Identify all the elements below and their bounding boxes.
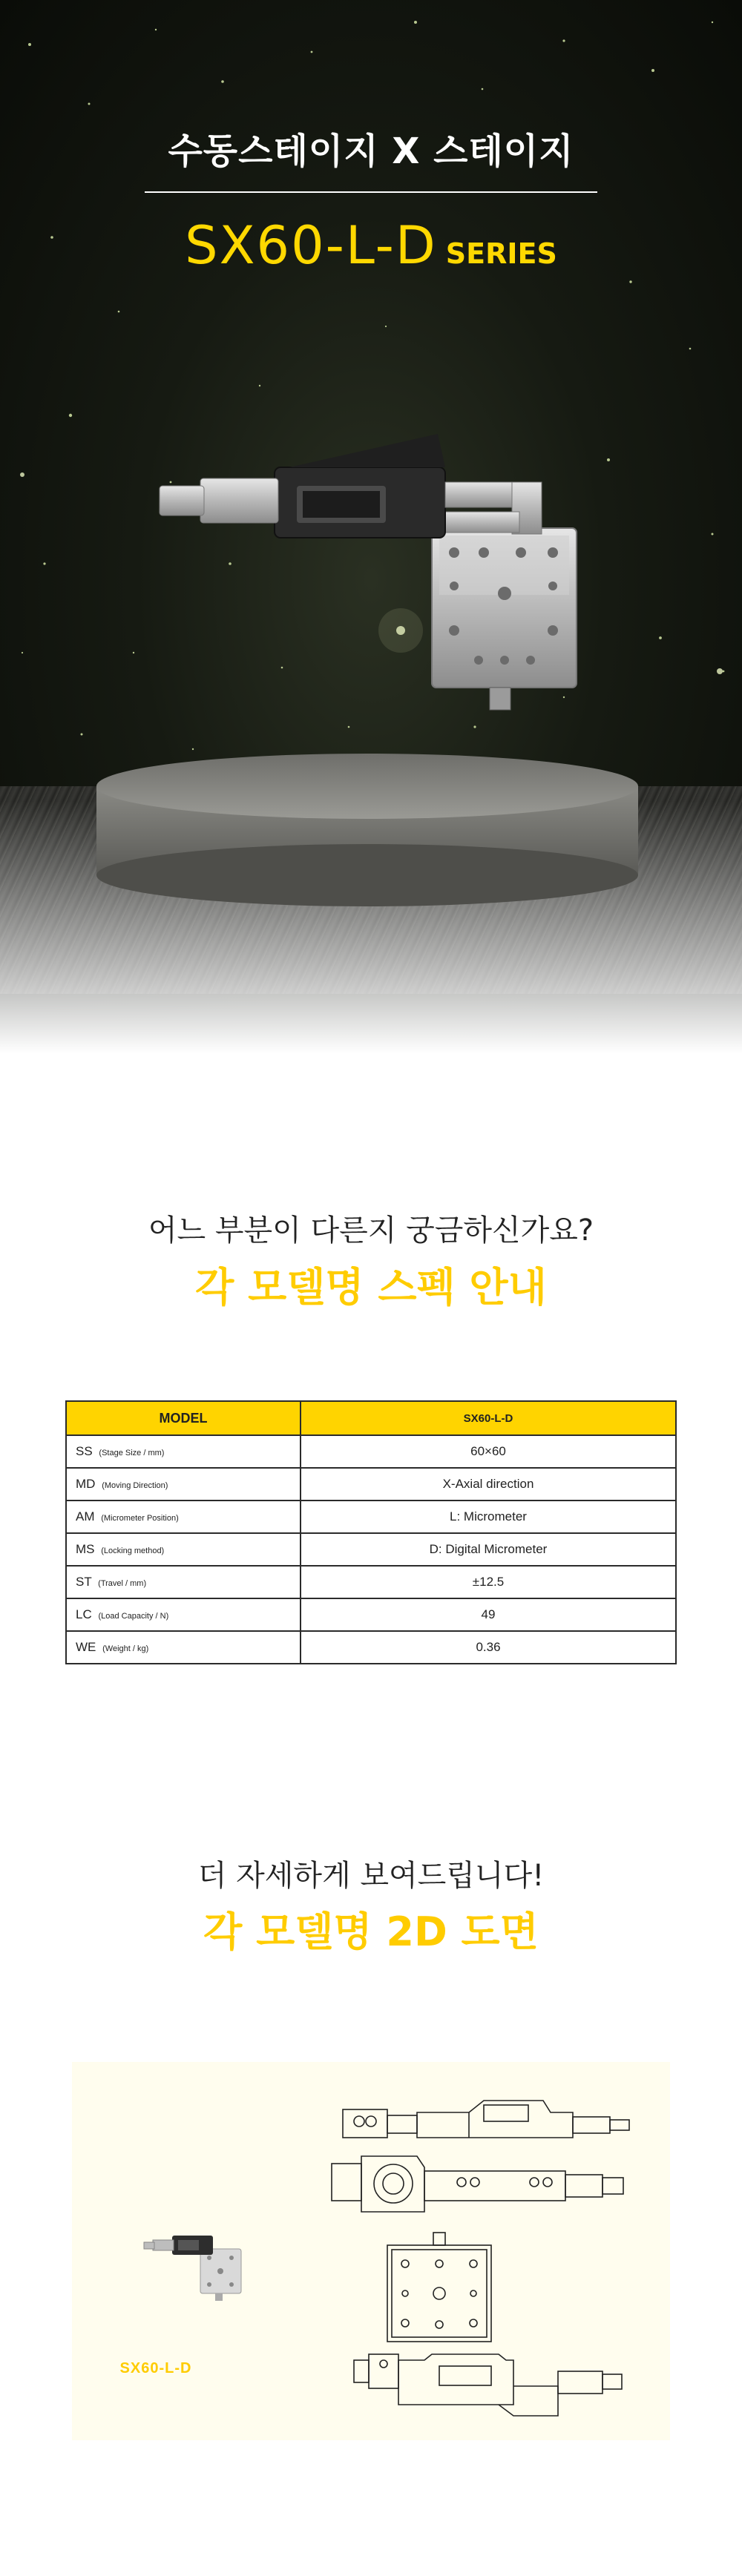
spec-key-cell xyxy=(66,1566,301,1598)
spec-table-header-row xyxy=(66,1401,676,1435)
table-row xyxy=(66,1468,676,1501)
product-thumbnail xyxy=(142,2227,254,2316)
table-row xyxy=(66,1598,676,1631)
spec-section-title: 각 모델명 스펙 안내 xyxy=(195,1264,547,1311)
spec-desc: (Weight / kg) xyxy=(102,1644,149,1653)
spec-desc: (Locking method) xyxy=(101,1546,165,1555)
hero-series-label: SERIES xyxy=(445,237,557,270)
spec-key-cell xyxy=(66,1435,301,1468)
spec-abbr: MD xyxy=(76,1477,96,1491)
drawing-section-subtitle: 더 자세하게 보여드립니다! xyxy=(197,1859,545,1893)
spec-key-cell xyxy=(66,1501,301,1533)
spec-desc: (Travel / mm) xyxy=(98,1579,147,1588)
spec-value: 60×60 xyxy=(301,1435,676,1468)
spec-value: 0.36 xyxy=(301,1631,676,1664)
spec-table-header-value: SX60-L-D xyxy=(301,1401,676,1435)
spec-value: D: Digital Micrometer xyxy=(301,1533,676,1566)
drawing-side-view xyxy=(332,2156,623,2212)
hero-title: 수동스테이지 X 스테이지 xyxy=(168,131,574,172)
spec-abbr: WE xyxy=(76,1640,96,1654)
table-row xyxy=(66,1435,676,1468)
spec-section-subtitle: 어느 부분이 다른지 궁금하신가요? xyxy=(148,1213,594,1248)
hero-divider xyxy=(145,191,597,193)
spec-value: ±12.5 xyxy=(301,1566,676,1598)
hero-model-heading xyxy=(0,215,742,276)
drawing-top-view xyxy=(343,2101,629,2138)
drawing-front-view xyxy=(387,2233,491,2342)
spec-abbr: LC xyxy=(76,1607,92,1621)
spec-value: 49 xyxy=(301,1598,676,1631)
hero-banner xyxy=(0,0,742,1053)
spec-abbr: MS xyxy=(76,1542,95,1556)
spec-desc: (Load Capacity / N) xyxy=(98,1612,169,1621)
spec-key-cell xyxy=(66,1598,301,1631)
drawing-section-title: 각 모델명 2D 도면 xyxy=(203,1908,539,1955)
spec-desc: (Micrometer Position) xyxy=(101,1514,179,1523)
table-row xyxy=(66,1533,676,1566)
spec-table xyxy=(65,1400,677,1664)
table-row xyxy=(66,1566,676,1598)
thumbnail-caption: SX60-L-D xyxy=(119,2360,192,2376)
spec-value: X-Axial direction xyxy=(301,1468,676,1501)
spec-abbr: AM xyxy=(76,1509,95,1523)
drawing-panel xyxy=(72,2062,670,2440)
technical-2d-drawing xyxy=(328,2078,654,2431)
drawing-bottom-view xyxy=(354,2354,622,2416)
spec-table-header-key: MODEL xyxy=(66,1401,301,1435)
spec-abbr: ST xyxy=(76,1575,92,1589)
spec-value: L: Micrometer xyxy=(301,1501,676,1533)
spec-abbr: SS xyxy=(76,1444,93,1458)
table-row xyxy=(66,1631,676,1664)
spec-desc: (Stage Size / mm) xyxy=(99,1449,165,1457)
spec-key-cell xyxy=(66,1533,301,1566)
spec-key-cell xyxy=(66,1468,301,1501)
spec-key-cell xyxy=(66,1631,301,1664)
spec-desc: (Moving Direction) xyxy=(102,1481,168,1490)
hero-model-name: SX60-L-D xyxy=(185,215,437,276)
table-row xyxy=(66,1501,676,1533)
